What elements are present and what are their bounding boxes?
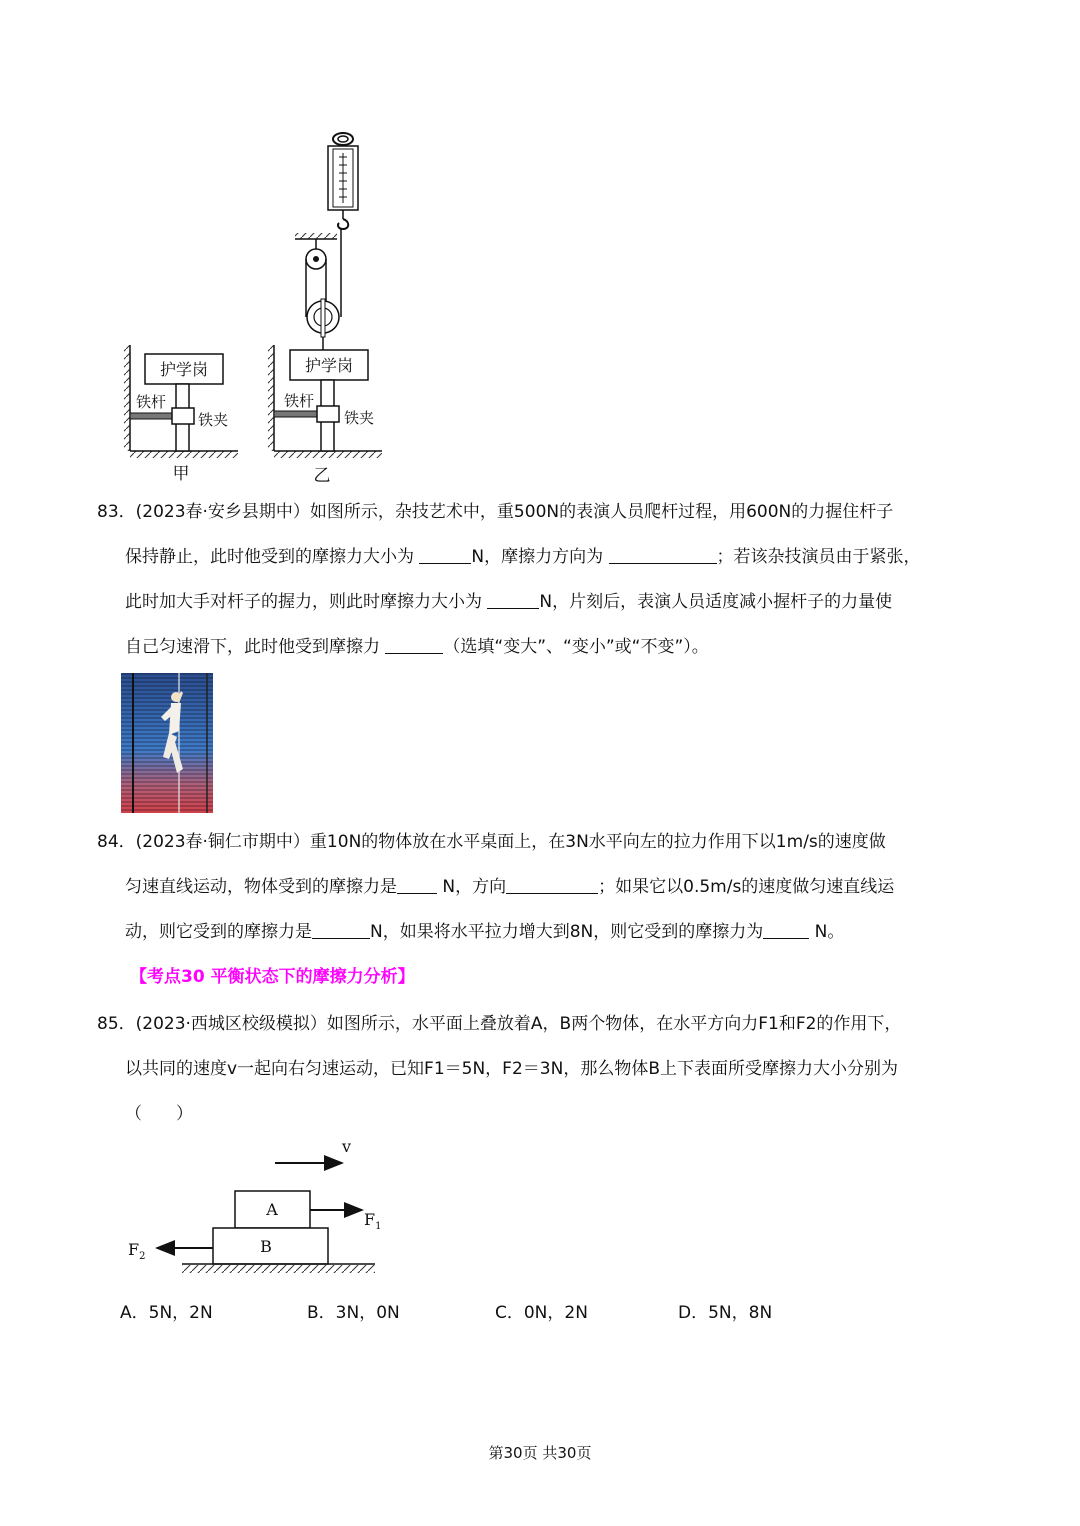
q85-line2: 以共同的速度v一起向右匀速运动，已知F1＝5N，F2＝3N，那么物体B上下表面所受摩擦力大小分别为 [125, 1059, 898, 1079]
q84-line1: 84．(2023春·铜仁市期中）重10N的物体放在水平桌面上，在3N水平向左的拉力作用下以1m/s的速度做 [97, 832, 886, 852]
block-a-label: A [266, 1200, 278, 1219]
section-title: 【考点30 平衡状态下的摩擦力分析】 [130, 967, 415, 987]
q83-line4-a: 自己匀速滑下，此时他受到摩擦力 [125, 637, 386, 657]
answer-blank[interactable] [397, 875, 437, 894]
figure-yi [268, 133, 382, 485]
q84-line3-b: N，如果将水平拉力增大到8N，则它受到的摩擦力为 [370, 922, 764, 942]
rod-label: 铁杆 [136, 393, 167, 411]
q84-line3-a: 动，则它受到的摩擦力是 [125, 922, 312, 942]
answer-blank[interactable] [506, 875, 598, 894]
q83-line2-b: N，摩擦力方向为 [471, 547, 609, 567]
option-b[interactable]: B．3N，0N [307, 1303, 400, 1323]
force-f1-label: $F_1$ [364, 1210, 382, 1232]
q83-line1: 83．(2023春·安乡县期中）如图所示，杂技艺术中，重500N的表演人员爬杆过程，用600N的力握住杆子 [97, 502, 894, 522]
question-83 [97, 490, 997, 670]
q83-line3-b: N，片刻后，表演人员适度减小握杆子的力量使 [539, 592, 893, 612]
answer-blank[interactable] [487, 590, 539, 609]
caption-yi: 乙 [313, 466, 331, 485]
option-d[interactable]: D．5N，8N [678, 1303, 773, 1323]
figure-stacked-blocks [120, 1135, 390, 1285]
question-84 [97, 820, 997, 955]
answer-blank[interactable] [312, 920, 370, 939]
q83-line4-b: （选填“变大”、“变小”或“不变”）。 [443, 637, 709, 657]
q85-line1: 85．(2023·西城区校级模拟）如图所示，水平面上叠放着A，B两个物体，在水平方向力F1和F2的作用下， [97, 1014, 902, 1034]
question-85 [97, 1002, 997, 1137]
clamp-label-2: 铁夹 [344, 409, 375, 427]
q84-line2-c: ；如果它以0.5m/s的速度做匀速直线运 [598, 877, 895, 897]
option-a[interactable]: A．5N，2N [120, 1303, 213, 1323]
sign-label: 护学岗 [159, 360, 209, 379]
answer-blank[interactable] [609, 545, 717, 564]
figure-jia [124, 345, 238, 484]
sign-label-2: 护学岗 [304, 356, 354, 375]
force-f2-label: $F_2$ [128, 1240, 146, 1262]
rod-label-2: 铁杆 [284, 392, 315, 410]
q83-line2-c: ；若该杂技演员由于紧张， [716, 547, 921, 567]
answer-blank[interactable] [419, 545, 471, 564]
figure-support-apparatus [110, 125, 410, 485]
answer-blank[interactable] [763, 920, 809, 939]
spring-scale-icon [328, 133, 358, 229]
q84-line2-a: 匀速直线运动，物体受到的摩擦力是 [125, 877, 397, 897]
option-c[interactable]: C．0N，2N [495, 1303, 588, 1323]
pulley-system-icon [295, 229, 341, 350]
block-b-label: B [260, 1237, 272, 1256]
velocity-label: v [342, 1137, 352, 1156]
page-footer: 第30页 共30页 [488, 1444, 592, 1462]
q84-line3-c: N。 [809, 922, 845, 942]
q84-line2-b: N，方向 [437, 877, 507, 897]
q83-line2-a: 保持静止，此时他受到的摩擦力大小为 [125, 547, 420, 567]
caption-jia: 甲 [172, 464, 190, 484]
answer-blank[interactable] [385, 635, 443, 654]
q83-line3-a: 此时加大手对杆子的握力，则此时摩擦力大小为 [125, 592, 488, 612]
clamp-label: 铁夹 [198, 411, 229, 429]
q85-line3: （ ） [125, 1104, 193, 1124]
acrobat-photo [121, 673, 213, 813]
